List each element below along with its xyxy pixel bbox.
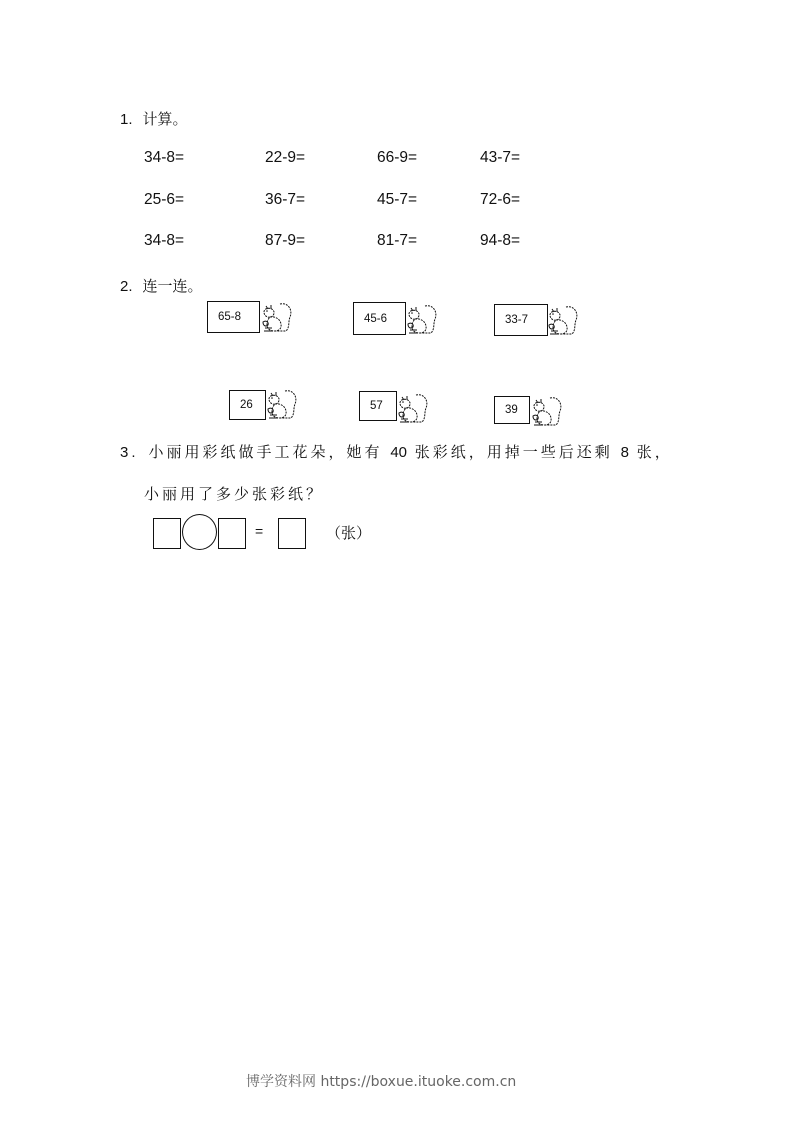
question-3-line-2: 小丽用了多少张彩纸？ [144,485,325,503]
calc-item: 72-6= [480,191,521,208]
question-title: 计算。 [142,110,188,128]
equals-sign: = [255,523,264,539]
calc-item: 66-9= [377,149,418,166]
question-text: 张彩纸，用掉一些后还剩 [414,443,613,461]
squirrel-icon [260,300,294,334]
calc-item: 25-6= [144,191,185,208]
calc-item: 87-9= [265,232,306,249]
calc-item: 43-7= [480,149,521,166]
question-2-heading [120,275,203,296]
answer-box-operand-1[interactable] [153,518,181,549]
match-card-expression[interactable]: 33-7 [494,304,548,336]
calc-item: 34-8= [144,232,185,249]
match-card-answer[interactable]: 57 [359,391,397,421]
calc-item: 34-8= [144,149,185,166]
question-number: 1. [120,111,133,128]
squirrel-icon [530,394,564,428]
given-total: 40 [390,444,407,461]
question-3-line-1 [120,441,673,462]
answer-circle-operator[interactable] [182,514,217,550]
answer-box-result[interactable] [278,518,306,549]
answer-box-operand-2[interactable] [218,518,246,549]
squirrel-icon [265,387,299,421]
match-card-expression[interactable]: 65-8 [207,301,260,333]
squirrel-icon [396,391,430,425]
match-card-expression[interactable]: 45-6 [353,302,406,335]
given-remaining: 8 [620,444,629,461]
match-card-answer[interactable]: 39 [494,396,530,424]
footer-watermark: 博学资料网 https://boxue.ituoke.com.cn [246,1074,517,1090]
calc-item: 36-7= [265,191,306,208]
question-number: 3. [120,444,139,461]
match-card-answer[interactable]: 26 [229,390,266,420]
question-number: 2. [120,278,133,295]
calc-item: 94-8= [480,232,521,249]
question-1-heading [120,108,188,129]
question-text: 张， [636,443,673,461]
calc-item: 22-9= [265,149,306,166]
squirrel-icon [405,302,439,336]
unit-label: （张） [326,524,372,542]
question-title: 连一连。 [142,277,203,295]
squirrel-icon [546,303,580,337]
question-text: 小丽用彩纸做手工花朵，她有 [148,443,383,461]
calc-item: 45-7= [377,191,418,208]
calc-item: 81-7= [377,232,418,249]
